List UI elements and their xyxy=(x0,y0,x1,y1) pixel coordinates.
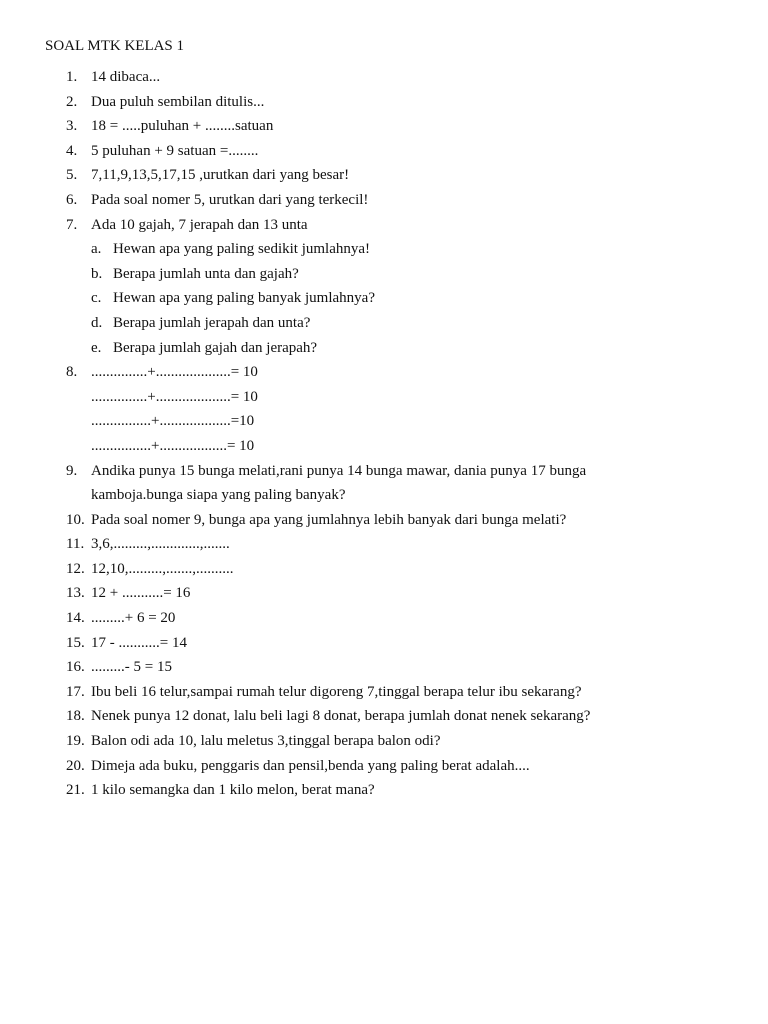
question-number: 11. xyxy=(66,536,85,553)
question-text: Nenek punya 12 donat, lalu beli lagi 8 donat, berapa jumlah donat nenek sekarang? xyxy=(91,708,591,725)
question-text: ...............+....................= 10 xyxy=(91,364,258,381)
question-item xyxy=(0,66,768,91)
question-item xyxy=(0,214,768,239)
sub-question-item xyxy=(0,287,768,312)
question-number: 2. xyxy=(66,93,78,110)
question-text: 12 + ...........= 16 xyxy=(91,585,191,602)
question-item xyxy=(0,460,768,485)
question-text: 18 = .....puluhan + ........satuan xyxy=(91,118,274,135)
question-text: Dua puluh sembilan ditulis... xyxy=(91,93,265,110)
sub-question-letter: c. xyxy=(91,290,102,307)
question-text: .........+ 6 = 20 xyxy=(91,610,176,627)
sub-question-letter: e. xyxy=(91,339,102,356)
question-text: Pada soal nomer 9, bunga apa yang jumlahnya lebih banyak dari bunga melati? xyxy=(91,511,567,528)
question-text: .........- 5 = 15 xyxy=(91,659,172,676)
question-number: 7. xyxy=(66,216,78,233)
sub-question-letter: a. xyxy=(91,241,102,258)
sub-question-item xyxy=(0,238,768,263)
question-continuation xyxy=(0,484,768,509)
question-number: 8. xyxy=(66,364,78,381)
question-item xyxy=(0,755,768,780)
question-text: ................+..................= 10 xyxy=(91,437,255,454)
question-text: ...............+....................= 10 xyxy=(91,388,258,405)
question-item xyxy=(0,361,768,386)
question-text: 1 kilo semangka dan 1 kilo melon, berat mana? xyxy=(91,782,375,799)
question-item xyxy=(0,189,768,214)
question-item xyxy=(0,779,768,804)
question-item xyxy=(0,164,768,189)
question-text: 3,6,.........,.............,....... xyxy=(91,536,230,553)
question-item xyxy=(0,533,768,558)
question-text: 7,11,9,13,5,17,15 ,urutkan dari yang besar! xyxy=(91,167,350,184)
sub-question-text: Berapa jumlah gajah dan jerapah? xyxy=(113,339,318,356)
question-text: Balon odi ada 10, lalu meletus 3,tinggal berapa balon odi? xyxy=(91,733,441,750)
sub-question-text: Hewan apa yang paling banyak jumlahnya? xyxy=(113,290,375,307)
sub-question-letter: d. xyxy=(91,314,103,331)
question-item xyxy=(0,115,768,140)
question-text: Pada soal nomer 5, urutkan dari yang terkecil! xyxy=(91,191,369,208)
question-number: 10. xyxy=(66,511,85,528)
question-continuation xyxy=(0,386,768,411)
question-text: 17 - ...........= 14 xyxy=(91,634,187,651)
sub-question-item xyxy=(0,312,768,337)
question-item xyxy=(0,582,768,607)
question-item xyxy=(0,681,768,706)
question-list xyxy=(0,66,768,804)
question-number: 15. xyxy=(66,634,85,651)
question-number: 9. xyxy=(66,462,78,479)
sub-question-item xyxy=(0,337,768,362)
page-title: SOAL MTK KELAS 1 xyxy=(45,38,185,54)
sub-question-text: Berapa jumlah jerapah dan unta? xyxy=(113,314,311,331)
question-number: 18. xyxy=(66,708,85,725)
question-item xyxy=(0,91,768,116)
question-item xyxy=(0,140,768,165)
question-text: 12,10,.........,.......,.......... xyxy=(91,560,234,577)
question-number: 5. xyxy=(66,167,78,184)
question-number: 3. xyxy=(66,118,78,135)
question-number: 21. xyxy=(66,782,85,799)
question-continuation xyxy=(0,435,768,460)
question-text: 5 puluhan + 9 satuan =........ xyxy=(91,142,259,159)
question-item xyxy=(0,607,768,632)
question-text: kamboja.bunga siapa yang paling banyak? xyxy=(91,487,346,504)
question-item xyxy=(0,730,768,755)
question-number: 14. xyxy=(66,610,85,627)
question-number: 6. xyxy=(66,191,78,208)
question-text: ................+...................=10 xyxy=(91,413,255,430)
sub-question-text: Hewan apa yang paling sedikit jumlahnya! xyxy=(113,241,371,258)
question-number: 12. xyxy=(66,560,85,577)
question-text: Andika punya 15 bunga melati,rani punya 14 bunga mawar, dania punya 17 bunga xyxy=(91,462,587,479)
question-text: Ibu beli 16 telur,sampai rumah telur digoreng 7,tinggal berapa telur ibu sekarang? xyxy=(91,683,582,700)
question-item xyxy=(0,656,768,681)
question-number: 19. xyxy=(66,733,85,750)
question-item xyxy=(0,705,768,730)
question-text: 14 dibaca... xyxy=(91,69,161,85)
question-continuation xyxy=(0,410,768,435)
question-number: 4. xyxy=(66,142,78,159)
question-number: 20. xyxy=(66,757,85,774)
question-number: 13. xyxy=(66,585,85,602)
sub-question-item xyxy=(0,263,768,288)
question-text: Dimeja ada buku, penggaris dan pensil,benda yang paling berat adalah.... xyxy=(91,757,530,774)
question-number: 17. xyxy=(66,683,85,700)
sub-question-letter: b. xyxy=(91,265,103,282)
question-item xyxy=(0,509,768,534)
question-number: 1. xyxy=(66,69,78,85)
question-text: Ada 10 gajah, 7 jerapah dan 13 unta xyxy=(91,216,308,233)
question-number: 16. xyxy=(66,659,85,676)
sub-question-text: Berapa jumlah unta dan gajah? xyxy=(113,265,299,282)
question-item xyxy=(0,632,768,657)
question-item xyxy=(0,558,768,583)
